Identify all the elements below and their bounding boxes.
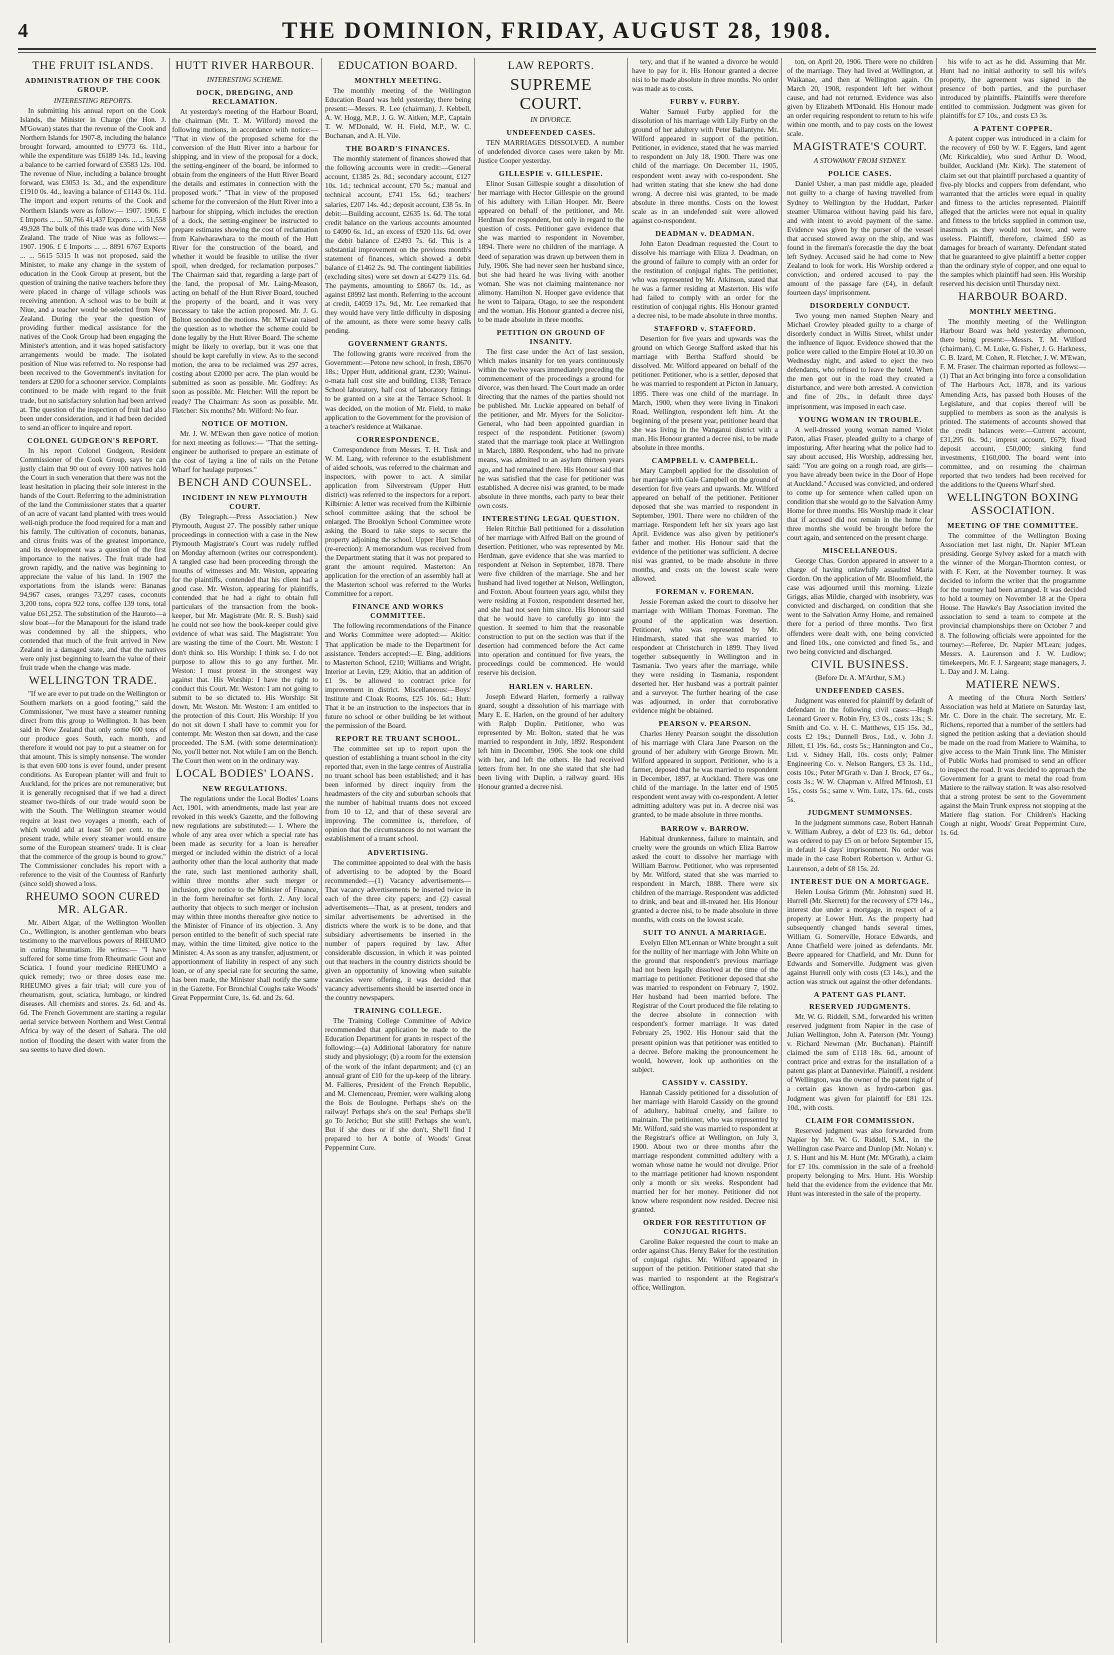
article-subhead: INCIDENT IN NEW PLYMOUTH COURT. [182,492,308,511]
article-headline: HARBOUR BOARD. [958,291,1068,304]
article-headline: WELLINGTON TRADE. [28,674,158,687]
article-kicker: ADVERTISING. [367,847,429,857]
article-headline: LAW REPORTS. [507,60,595,72]
article-body: Helen Ritchie Ball petitioned for a dissolution of her marriage with Alfred Ball on the ground of desertion. Petitioner, who was represented by Mr. Herdman, gave evidence that she was married to respondent at Nelson in September, 1878. There were five children of the marriage. She and her husband had lived together at Nelson, Wellington, and Foxton. About fourteen years ago, whilst they were residing at Foxton, respondent deserted her, and she had not seen him since. His Honour said that he would have to carefully go into the question. It seemed to him that the reasonable construction to put on the section was that if the desertion had commenced before the Act came into operation and continued for five years, the proceedings could be commenced. He would reserve his decision. [478,524,624,678]
article-body: Habitual drunkenness, failure to maintain, and cruelty were the grounds on which Eliza Barrow asked the court to dissolve her marriage with William Barrow. Petitioner, who was represented by Mr. Wilford, stated that she was married to respondent in March, 1888. There were six children of the marriage. Respondent was addicted to drink, and beat and ill-treated her. His Honour granted a decree nisi, to be made absolute in three months, with costs on the lowest scale. [632,834,778,924]
article-kicker: ORDER FOR RESTITUTION OF CONJUGAL RIGHTS. [643,1218,767,1237]
article-kicker: GILLESPIE v. GILLESPIE. [498,169,604,179]
article-body: The committee of the Wellington Boxing Association met last night, Dr. Napier M'Lean presiding. George Sylvey asked for a match with the winner of the Morgan-Thornton contest, or with F. Kerr, at the November tourney. It was decided to inform the writer that the programme for the tourney had been arranged. It was decided to hold a tourney on November 18 at the Opera House. The Hawke's Bay Association invited the association to send a team to compete at the provincial championships there on October 7 and 8. The following officials were appointed for the tourney:—Referee, Dr. Napier M'Lean; judges, Messrs. A. Laurenson and J. W. Ludlow; timekeepers, Mr. F. J. Sargeant; stage managers, J. L. Day and J. M. Laing. [940,532,1086,676]
article-kicker: CORRESPONDENCE. [356,434,440,444]
column-6 [787,58,933,1646]
article-kicker: INTERESTING SCHEME. [206,76,284,84]
article-kicker: REPORT RE TRUANT SCHOOL. [335,734,461,743]
masthead [18,18,1096,44]
article-body: The first case under the Act of last session, which makes insanity for ten years continuously within the twelve years immediately preceding the commencement of the proceedings a ground for divorce, was then heard. The Court made an order directing that the names of the parties should not be published. Mr. Luckie appeared on behalf of the petitioner, and Mr. Myers for the Solicitor-General, who had been appointed guardian in respect of the respondent. Petitioner (sworn) stated that the marriage took place at Wellington in March, 1880. Respondent, who had no private means, was admitted to an asylum thirteen years ago, and had remained there. His Honour said that he was satisfied that the case for petitioner was established. A decree nisi was granted, to be made absolute in three months, each party to bear their own costs. [478,347,624,510]
article-body: Helen Louisa Grimm (Mr. Johnston) sued H. Hurrell (Mr. Skerrett) for the recovery of £79 14s., interest due under a mortgage, in respect of a property at Lower Hutt. As the property had subsequently changed hands several times, William G. Somerville, Horace Edwards, and Anne Chatfield were joined as defendants. Mr. Beere appeared for Chatfield, and Mr. Dunn for Edwards and Somerville. Judgment was given against Hurrell only with costs (£3 14s.), and the action was struck out against the other defendants. [787,887,933,987]
masthead-rule [18,48,1096,50]
article-kicker: MONTHLY MEETING. [969,307,1057,317]
article-kicker: UNDEFENDED CASES. [815,685,905,695]
article-kicker: COLONEL GUDGEON'S REPORT. [27,435,159,445]
article-body: The monthly meeting of the Wellington Education Board was held yesterday, there being present:—Messrs. R. Lee (chairman), J. Kebbell, A. W. Hogg, M.P., J. G. W. Aitken, M.P., Captain T. W. M'Donald, W. H. Field, M.P., W. C. Buchanan, and A. H. Vile. [325,87,471,141]
article-headline: RHEUMO SOON CURED MR. ALGAR. [25,890,161,916]
article-body: his wife to act as he did. Assuming that Mr. Hunt had no initial authority to sell his wife's property, the agreement was signed in the presence of both parties, and the purchaser introduced by plaintiffs. Plaintiffs were therefore entitled to commission. Judgment was given for plaintiffs for £7 10s., and costs £3 3s. [940,58,1086,121]
article-kicker: DISORDERLY CONDUCT. [809,301,911,311]
article-kicker: MONTHLY MEETING. [354,76,442,85]
article-body: Two young men named Stephen Neary and Michael Crowley pleaded guilty to a charge of disorderly conduct in Willis Street, whilst under the influence of liquor. Evidence showed that the police were called to the Empire Hotel at 10.30 on Wednesday night, and asked to eject the two defendants, who refused to leave the hotel. When the men got out in the road they created a disturbance, and were both arrested. A conviction and fine of 20s., in default three days' imprisonment, was imposed in each case. [787,312,933,411]
column-5 [632,58,778,1646]
article-kicker: STAFFORD v. STAFFORD. [654,324,756,334]
article-body: Caroline Baker requested the court to make an order against Chas. Henry Baker for the restitution of conjugal rights. Mr. Wilford appeared in support of the petition. Petitioner stated that she was married to respondent at the Registrar's office, Wellington. [632,1238,778,1292]
column-7 [940,58,1086,1646]
article-kicker: INTERESTING REPORTS. [53,97,133,105]
article-body: At yesterday's meeting of the Harbour Board, the chairman (Mr. T. M. Wilford) moved the following motions, in accordance with notice:— "That in view of the proposed scheme for the conversion of the Hutt River into a harbour for shipping, and in view of the proposal for a dock, the setting-engineer of the board, be informed to obtain from the engineers of the Hutt River Board the details and estimates in connection with the proposed work." "That in view of the proposed scheme for the conversion of the Hutt River into a harbour for shipping, which includes the erection of a dock, the setting-engineer be instructed to prepare estimates showing the cost of reclamation from Kaiwharawhara to the mouth of the Hutt River for the construction of the board, and whether it would be feasible to utilise the river spoil, when dredged, for reclamation purposes." The Chairman said that, regarding a large part of the land, the proposal of Mr. Laing-Meason, acting on behalf of the Hutt River Board, touched the property of the board, and it was very necessary to take the action proposed. Mr. J. G. Bolton seconded the motions. Mr. M'Ewan raised the question as to whether the scheme could be done legally by the Hutt River Board. The scheme might be likely to overlap, but it was one that should be kept carefully in view. As to the second motion, the area to be reclaimed was 297 acres, costing about £2000 per acre. The plan would be submitted as soon as possible. Mr. Godfrey: As soon as possible. Mr. Fletcher: Will the report be ready? The Chairman: As soon as possible. Mr. Fletcher: Six months? Mr. Wilford: No fear. [172,108,318,415]
article-headline: MAGISTRATE'S COURT. [793,141,927,154]
column-divider [781,58,782,1643]
article-kicker: YOUNG WOMAN IN TROUBLE. [798,414,922,424]
article-headline-large: SUPREME COURT. [510,75,592,113]
article-kicker: GOVERNMENT GRANTS. [348,339,448,349]
article-body: John Eaton Deadman requested the Court to dissolve his marriage with Eliza J. Deadman, on the ground of failure to comply with an order for the restitution of conjugal rights. The petitioner, who was represented by Mr. Atkinson, stated that he was a farmer residing at Masterton. His wife had failed to comply with an order for the restitution of conjugal rights. His Honour granted a decree nisi, to be made absolute in three months. [632,239,778,321]
article-kicker: HARLEN v. HARLEN. [508,681,594,691]
column-1 [20,58,166,1646]
article-kicker: FINANCE AND WORKS COMMITTEE. [352,602,444,621]
article-headline: THE FRUIT ISLANDS. [32,60,154,72]
article-subhead: DOCK, DREDGING, AND RECLAMATION. [196,88,294,106]
article-kicker: NOTICE OF MOTION. [201,418,289,428]
article-subhead: A PATENT GAS PLANT. [813,990,907,1000]
article-body: Mr. W. G. Riddell, S.M., forwarded his written reserved judgment from Napier in the case of Julian Wellington, John A. Paterson (Mr. Young) v. Richard Newman (Mr. Buchanan). Plaintiff claimed the sum of £118 18s. 6d., amount of contract price and extras for the installation of a patent gas plant at Dannevirke. Plaintiff, a resident of Wellington, was the owner of the patent right of a certain gas known as hydro-carbon gas. Judgment was given for plaintiff for £81 12s. 10d., with costs. [787,1013,933,1112]
column-divider [474,58,475,1643]
page-number: 4 [18,20,28,42]
article-body: A well-dressed young woman named Violet Paton, alias Fraser, pleaded guilty to a charge of imposturing. After hearing what the police had to say about accused, His Worship, addressing her, said: "You are going on a rough road, are girls—you have already been twice in the Door of Hope at Auckland." Accused was convicted, and ordered to come up for sentence when called upon on condition that she would go to the Salvation Army Home for three months. His Worship made it clear that if accused did not remain in the home for three months she would be brought before the court again, and sentenced on the present charge. [787,425,933,543]
article-body: tery, and that if he wanted a divorce he would have to pay for it. His Honour granted a decree nisi to be made absolute in three months. No order was made as to costs. [632,58,778,94]
article-kicker: JUDGMENT SUMMONSES. [807,808,913,818]
article-body: Desertion for five years and upwards was the ground on which George Stafford asked that his marriage with Bertha Stafford should be dissolved. Mr. Wilford appeared on behalf of the petitioner. Petitioner, who is a settler, deposed that he was married to respondent at Picton in January, 1895. There was one child of the marriage. In March, 1900, when they were living in Tinakori Road, Wellington, respondent left him. At the beginning of the present year, petitioner heard that she was living in the Wanganui district with a man. His Honour granted a decree nisi, to be made absolute in three months. [632,335,778,452]
article-body: (By Telegraph.—Press Association.) New Plymouth, August 27. The possibly rather unique proceedings in connection with a case in the New Plymouth Magistrate's Court was rudely ruffled on Monday afternoon (writes our correspondent). A tangled case had been proceeding through the mouths of witnesses and Mr. Weston, appearing for the plaintiffs, contended that his client had a good case. Mr. Weston, appearing for plaintiffs, contended that he had a right to obtain full particulars of the transaction from the book-keeper, but Mr. Magistrate (Mr. R. S. Bush) said he could not see how the book-keeper could give evidence of what was said. The Magistrate: You are wasting the time of the Court. Mr. Weston: I don't think so. His Worship: I think so. I do not purpose to allow this to go any further. Mr. Weston: I must protest in the strongest way against that. His Worship: I have the right to conduct this Court. Mr. Weston: I am not going to submit to be so dictated to. His Worship: Sit down, Mr. Weston. Mr. Weston: I am entitled to the protection of this Court. His Worship: If you do not sit down I shall have to commit you for contempt. Mr. Weston then sat down, and the case proceeded. The S.M. (with some determination): No, you'll better not. Not while I am on the Bench. The Court then went on in the ordinary way. [172,512,318,766]
article-body: Joseph Edward Harlen, formerly a railway guard, sought a dissolution of his marriage with Mary E. E. Harlen, on the ground of her adultery with Ralph Duplin. Petitioner, who was represented by Mr. Bolton, stated that he was married to respondent in July, 1892. Respondent left him in December, 1906. She took one child with her, and left the others. He had received letters from her. In one she stated that she had been living with Duplin, a railway guard. His Honour granted a decree nisi. [478,692,624,791]
article-body: A patent copper was introduced in a claim for the recovery of £60 by W. F. Eggers, land agent (Mr. Kirkcaldie), who sued Arthur D. Wood, builder, Auckland (Mr. Kirk). The statement of claim set out that plaintiff purchased a quantity of five-ply blocks and coppers from defendant, who warranted that the articles were equal in quality and fitness to the articles represented. Plaintiff alleged that the articles were not equal in quality and fitness to the bricks supplied in common use, inasmuch as they would not lower, and were useless. Plaintiff, therefore, claimed £60 as damages for breach of warranty. Defendant stated that he guaranteed to give plaintiff a better copper than the ordinary style of copper, and one equal to the samples which plaintiff had seen. His Worship reserved his decision until Thursday next. [940,135,1086,289]
article-kicker: SUIT TO ANNUL A MARRIAGE. [643,927,767,937]
article-body: TEN MARRIAGES DISSOLVED. A number of undefended divorce cases were taken by Mr. Justice Cooper yesterday. [478,139,624,166]
article-subhead: NEW REGULATIONS. [202,784,288,794]
article-kicker: INTERESTING LEGAL QUESTION. [482,513,620,523]
article-body: George Chas. Gordon appeared in answer to a charge of having unlawfully assaulted Maria Gordon. On the application of Mr. Bloomfield, the case was adjourned until this morning. Lizzie Griggs, alias Mildie, charged with insobriety, was convicted and discharged, on condition that she went to the Salvation Army Home, and remained there for a period of three months. Two first offenders were dealt with, one being convicted and fined 10s., one convicted and fined 5s., and two being convicted and discharged. [787,557,933,656]
article-kicker: RESERVED JUDGMENTS. [809,1002,911,1012]
column-divider [936,58,937,1643]
article-kicker: IN DIVORCE. [530,116,572,124]
article-subhead: ADMINISTRATION OF THE COOK GROUP. [25,76,161,94]
article-headline: EDUCATION BOARD. [338,60,458,72]
article-body: "If we are ever to put trade on the Wellington or Southern markets on a good footing," said the Commissioner, "we must have a steamer running direct from this group to Wellington. It has been said in New Zealand that only some 600 tons of our produce goes South, each month, and therefore it would not pay to put a steamer on for that amount. This is simply nonsense. The wonder is that even 600 tons is ever found, under present conditions. As European planter will and fruit to Auckland, for the prices are not remunerative; but it is generally recognised that if we had a direct steamer two-thirds of our trade would soon be with the South. The Wellington steamer would require at least two voyages a month, each of which would add at least 50 per cent. to the present trade, while every steamer would ensure some of the European steamers' trade. It is clear that the commerce of the group is bound to grow." The Commissioner concludes his report with a reference to the visit of the Countess of Ranfurly (since sold) showed a loss. [20,689,166,888]
column-divider [627,58,628,1643]
article-kicker: MISCELLANEOUS. [822,546,898,556]
article-body: Correspondence from Messrs. T. H. Tusk and W. M. Lang, with reference to the establishment of aided schools, was referred to the chairman and inspectors, with power to act. A similar application from Silverstream (Upper Hutt district) was referred to the inspectors for a report. Kilbirnie: A letter was received from the Kilbirnie school committee asking that the school be enlarged. The Brooklyn School Committee wrote asking the Board to take steps to secure the property adjoining the school. Upper Hutt School (re-erection): A memorandum was received from the Department stating that it was not prepared to grant the amount required. Masterton: An application for the erection of an assembly hall at the Masterton school was referred to the Works Committee for a report. [325,445,471,599]
article-body: The following recommendations of the Finance and Works Committee were adopted:— Akitio: That application be made to the Department for assistance. Tenders accepted:—E. Bing, additions to Masterton School, £210; Williams and Wright, Interior at Levin, £29; Akitio, that an addition of £1 9s. be allowed to contract price for improvement in district. Miscellaneous:—Boys' Institute and Cloak Rooms, £25 10s. 6d.; Hutt: That it be an instruction to the inspectors that in future no school or other building be let without the permission of the Board. [325,622,471,730]
article-body: Charles Henry Pearson sought the dissolution of his marriage with Clara Jane Pearson on the ground of her adultery with George Brown. Mr. Wilford appeared in support. Petitioner, who is a farmer, deposed that he was married to respondent in December, 1897, at Auckland. There was one child of the marriage. In the latter end of 1905 respondent went away with co-respondent. A letter admitting adultery was put in. A decree nisi was granted, to be made absolute in three months. [632,730,778,820]
article-body: Evelyn Ellen M'Lennan or White brought a suit for the nullity of her marriage with John White on the ground that respondent's previous marriage had not been legally dissolved at the time of the marriage to petitioner. Petitioner deposed that she was married to respondent on February 7, 1902. Her husband had been married before. The Registrar of the Court produced the file relating to the decree absolute in connection with respondent's former marriage. It was dated February 25, 1902. His Honour said that the present opinion was that petitioner was entitled to a decree. Before making the pronouncement he would, however, look up authorities on the subject. [632,938,778,1074]
article-kicker: A PATENT COPPER. [973,124,1053,134]
article-body: The monthly statement of finances showed that the following accounts were in credit:—General account, £1385 2s. 8d.; secondary account, £127 10s. 1d.; technical account, £70 5s.; manual and technical account, £741 15s. 6d.; teachers' salaries, £207 14s. 4d.; deposit account, £38 5s. In debit:—Building account, £2635 1s. 6d. The total credit balance on the various accounts amounted to £4090 6s. 1d., an excess of £920 11s. 6d. over the debit balance of £2493 7s. 6d. This is a substantial improvement on the previous month's statement of finances, which showed a debit balance of £1462 2s. 9d. The contingent liabilities (excluding sites) were set down at £4279 11s. 6d. The payments, amounting to £8667 0s. 1d., as against £8992 last month. Referring to the account at credit, £4059 17s. 9d., Mr. Lee remarked that they would have very little difficulty in disposing of the amount, as there were some heavy calls pending. [325,155,471,336]
article-body: The Training College Committee of Advice recommended that application be made to the Education Department for grants in respect of the following:—(a) Additional laboratory for nature study and physiology; (b) a room for the extension of the work of the infant department; and (c) an annual grant of £10 for the up-keep of the library. M. Fallieres, President of the French Republic, and M. Clemenceau, Premier, were walking along the Bois de Boulogne. Perhaps she's on the railway! Perhaps she's on the sea! Perhaps she'll go To Jericho; But she still! Perhaps she won't, But if she does or if she don't, She'll find I prepared to her A bottle of Woods' Great Peppermint Cure. [325,1017,471,1152]
article-body: The regulations under the Local Bodies' Loans Act, 1901, with amendments, made last year are revoked in this week's Gazette, and the following new regulations are substituted:— 1. Where the whole of any area over which a special rate has been made as security for a loan is hereafter merged or included within the district of a local authority other than the local authority that made the rate, such last mentioned authority shall, within three months after such merger or inclusion, give notice to the Minister of Finance, in the form hereinafter set forth. 2. Any local authority that objects to such merger or inclusion may within three months thereafter give notice to the Minister of Finance of its objection. 3. Any person entitled to the benefit of such special rate may, within the time limited, give notice to the Minister. 4. As soon as any transfer, adjustment, or apportionment of liability in respect of any such loan, or of any special rate for securing the same, has been made, the Minister shall notify the same in the Gazette. For Bronchial Coughs take Woods' Great Peppermint Cure, 1s. 6d. and 2s. 6d. [172,795,318,1003]
article-kicker: PETITION ON GROUND OF INSANITY. [496,327,606,346]
article-headline: LOCAL BODIES' LOANS. [175,768,315,781]
article-body: Elinor Susan Gillespie sought a dissolution of her marriage with Hector Gillespie on the ground of his adultery with Lilian Hooper. Mr. Beere appeared on behalf of the petitioner, and Mr. Herdman for respondent, but only in regard to the question of costs. Petitioner gave evidence that she was married to respondent in November, 1894. There were no children of the marriage. A deed of separation was drawn up between them in July, 1906. She had never seen her husband since, but she had heard he was living with another woman. She was not claiming maintenance nor alimony. Hamilton N. Hooper gave evidence that he went to Taipara, Otago, to see the respondent and the woman. His Honour granted a decree nisi, to be made absolute in three months. [478,180,624,324]
article-body: Walter Samuel Furby applied for the dissolution of his marriage with Lily Furby on the ground of her adultery with Peter Ballantyne. Mr. Wilford appeared in support of the petition. Petitioner, in evidence, stated that he was married to respondent on July 18, 1900. There was one child of the marriage. On December 11, 1905, respondent went away with co-respondent. She had written stating that she knew she had done wrong. A decree nisi was granted, to be made absolute in three months. Costs on the lowest scale as in an undefended suit were allowed against co-respondent. [632,108,778,225]
article-headline: CIVIL BUSINESS. [811,658,909,671]
article-body: ton, on April 20, 1906. There were no children of the marriage. They had lived at Wellington, at Waikanae, and then at Wellington again. On March 20, 1908, respondent left her without cause, and had not returned. Evidence was also given by Elizabeth M'Donald. His Honour made an order requiring respondent to return to his wife within one month, and to pay costs on the lowest scale. [787,58,933,139]
article-body: A meeting of the Ohura North Settlers' Association was held at Matiere on Saturday last, Mr. C. Dore in the chair. The secretary, Mr. E. Richens, reported that a number of the settlers had signed the petition asking that a deviation should be made on the road from Matiere to Waimiha, to give access to the Main Trunk line. The Minister of Public Works had promised to send an officer to inspect the road. It was decided to approach the Government for a grant to metal the road from Matiere to the railway station. It was also resolved that a strong protest be sent to the Government against the Main Trunk express not stopping at the Matiere flag station. For Children's Hacking Cough at night, Woods' Great Peppermint Cure, 1s. 6d. [940,693,1086,838]
article-body: Daniel Usher, a man past middle age, pleaded not guilty to a charge of having travelled from Sydney to Wellington by the Huddart, Parker steamer Ulimaroa without having paid his fare, and with intent to avoid payment of the same. Evidence was given by the purser of the vessel that accused stowed away on the ship, and was found in the fireman's forecastle the day the boat left Sydney. Accused said he had come to New Zealand to look for work. His Worship ordered a conviction, and ordered accused to pay the amount of the passage fare (£4), in default fourteen days' imprisonment. [787,180,933,297]
masthead-title: THE DOMINION, FRIDAY, AUGUST 28, 1908. [282,18,832,43]
article-kicker: MEETING OF THE COMMITTEE. [947,521,1079,531]
article-headline: BENCH AND COUNSEL. [178,476,312,489]
article-headline: MATIERE NEWS. [965,678,1061,691]
column-4 [478,58,624,1646]
article-kicker: PEARSON v. PEARSON. [658,719,752,729]
article-body: Mary Campbell applied for the dissolution of her marriage with Gale Campbell on the ground of desertion for five years and upwards. Mr. Wilford appeared on behalf of the petitioner. Petitioner deposed that she was married to respondent in September, 1901. There were no children of the marriage. Respondent left her six years ago last April. Evidence was also given by petitioner's father and mother. His Honour said that the evidence of the petitioner was sufficient. A decree nisi was granted, to be made absolute in three months, and costs on the lowest scale were allowed. [632,466,778,584]
masthead-rule-thin [18,52,1096,53]
article-kicker: TRAINING COLLEGE. [353,1006,443,1016]
article-subhead: UNDEFENDED CASES. [506,128,596,137]
article-subhead: POLICE CASES. [828,169,892,179]
article-body: Reserved judgment was also forwarded from Napier by Mr. W. G. Riddell, S.M., in the Wellington case Pearce and Dunlop (Mr. Nolan) v. J. S. Hunt and his M. Hunt (Mr. M'Grath), a claim for £7 10s. commission in the sale of a freehold property belonging to Mrs. Hunt. His Worship held that the evidence from the evidence that Mr. Hunt was interested in the sale of the property. [787,1126,933,1198]
article-kicker: THE BOARD'S FINANCES. [345,144,451,154]
article-body: Jessie Foreman asked the court to dissolve her marriage with William Thomas Foreman. The ground of the application was desertion. Petitioner, who was represented by Mr. Hindmarsh, stated that she was married to respondent at Christchurch in 1899. They lived together subsequently in Wellington and in Tasmania. Two years after the marriage, while they were residing in Tasmania, respondent deserted her. Her husband was a portrait painter and a surveyor. The further hearing of the case was adjourned, in order that corroborative evidence might be obtained. [632,598,778,715]
column-2 [172,58,318,1646]
column-3 [325,58,471,1646]
article-headline: HUTT RIVER HARBOUR. [175,60,315,72]
article-body: Mr. J. W. M'Ewan then gave notice of motion for next meeting as follows:— "That the setting-engineer be authorised to prepare an estimate of the cost of laying a line of rails on the Petone Wharf for haulage purposes." [172,429,318,474]
article-kicker: A STOWAWAY FROM SYDNEY. [813,157,907,166]
article-byline: (Before Dr. A. M'Arthur, S.M.) [815,673,905,682]
article-headline: WELLINGTON BOXING ASSOCIATION. [947,492,1079,518]
article-kicker: CASSIDY v. CASSIDY. [661,1077,748,1087]
column-divider [169,58,170,1643]
article-body: The following grants were received from the Government:—Petone new school, in fresh, £8670 18s.; Upper Hutt, additional grant, £230; Wainui-o-mata hall cost site and building, £138; Terrace School laboratory, half cost of laboratory fittings to be granted on a site at the Terrace School. It was decided, on the motion of Mr. Field, to make application to the Government for the provision of a teacher's residence at Waikanae. [325,350,471,431]
article-body: The committee set up to report upon the question of establishing a truant school in the city reported that, even in the large centres of Australia no truant school has been established; and it has been informed by direct inquiry from the headmasters of the city and suburban schools that the number of habitual truants does not exceed from 10 to 12, and that of these several are improving. The committee is, therefore, of opinion that the circumstances do not warrant the establishment of a truant school. [325,745,471,844]
article-body: In the judgment summons case, Robert Hannah v. William Aubrey, a debt of £23 0s. 6d., debtor was ordered to pay £5 on or before September 15, in default 14 days' imprisonment. No order was made in the case Robert Robertson v. Arthur G. Laurenson, a debt of £8 15s. 2d. [787,819,933,873]
article-body: Judgment was entered for plaintiff by default of defendant in the following civil cases:—Hugh Leonard Greer v. Robin Fry, £3 0s., costs 13s.; S. Smith and Co. v. H. C. Matthews, £15 15s. 3d., costs £2 19s.; Dunnell Bros., Ltd., v. John J. Jillett, £1 19s. 6d., costs 5s.; Hannington and Co., Ltd. v. Sidney Hall, 10s. costs only; Palmer Engineering Co. v. Nelson Rangers, £3 3s. 11d., costs 10s.; Peter M'Grath v. Dan J. Brock, £7 6s., costs 3s.; W. W. Chapman v. Alfred M'Intosh, £1 15s., costs 5s.; same v. Wm. Lutz, 17s. 6d., costs 5s. [787,696,933,805]
article-body: In his report Colonel Gudgeon, Resident Commissioner of the Cook Group, says he can justly claim that 90 out of every 100 natives hold the Court in such veneration that there was not the least hesitation in placing their sole interest in the hands of the Court. Referring to the administration of the land the Commissioner states that a quarter of an acre of vacant land planted with trees would well-nigh produce the food required for a man and his family. The cultivation of coconuts, bananas, and citrus fruits was of the greatest importance, and its development was a question of the first importance to the natives. The fruit trade had grown rapidly, and the native was beginning to appreciate the value of his land. In 1907 the exportations from the islands were: Bananas 94,967 cases, oranges 73,297 cases, coconuts 3,200 tons, copra 922 tons, coffee 139 tons, total value £61,252. The substitution of the Hauroto—a slow boat—for the Manapouri for the island trade was condemned by all the shippers, who contended that much of the fruit arrived in New Zealand in a damaged state, and that the natives were only just beginning to learn the value of their fruit trade when the change was made. [20,446,166,672]
article-kicker: DEADMAN v. DEADMAN. [655,228,755,238]
article-kicker: FOREMAN v. FOREMAN. [655,587,755,597]
article-kicker: BARROW v. BARROW. [660,823,750,833]
article-body: In submitting his annual report on the Cook Islands, the Minister in Charge (the Hon. J. M'Gowan) states that the revenue of the Cook and Northern Islands for 1907-8, including the balance brought forward, amounted to £9773 6s. 11d., while the expenditure was £6189 14s. 1d., leaving a balance to be carried forward of £3583 12s. 10d. The revenue of Niue, including a balance brought forward, was £3053 1s. 3d., and the expenditure £1910 0s. 4d., leaving a balance of £1143 0s. 11d. The import and export returns of the Cook and Northern Islands were as follow:— 1907. 1906. £ £ Imports ... ... 50,766 41,437 Exports ... ... 51,558 49,928 The bulk of this trade was done with New Zealand. The trade of Niue was as follows:— 1907. 1906. £ £ Imports ... ... 8891 6767 Exports ... ... 5615 5315 It was not proposed, said the Minister, to make any change in the system of education in the Cook Group at present, but the question of training the native teachers before they were placed in charge of village schools was receiving attention. A school was to be built at Niue, and a teacher would be selected from New Zealand. During the year the question of providing further medical assistance for the natives of the Cook Group had been engaging the Minister's attention, and it was hoped satisfactory arrangements would be made. The isolated position of Niue was referred to. No response had been received to the Government's invitation for tenders at £200 for a schooner service. Complaints continued to be made with regard to the fruit trade, but no satisfactory solution had been arrived at. The question of the inspection of fruit had also been under consideration, and it had been decided to send an officer to inquire and report. [20,107,166,432]
article-kicker: INTEREST DUE ON A MORTGAGE. [790,876,930,886]
article-kicker: FURBY v. FURBY. [670,97,740,107]
article-body: Hannah Cassidy petitioned for a dissolution of her marriage with Harold Cassidy on the ground of adultery, habitual cruelty, and failure to maintain. The petitioner, who was represented by Mr. Wilford, said she was married to respondent at the Registrar's office at Wellington, on July 3, 1900. About two or three months after the marriage respondent committed adultery with a woman whose name he would not divulge. Prior to the marriage petitioner had known respondent only a month or six weeks. Respondent had married her for her money. Petitioner did not know where respondent now resided. Decree nisi granted. [632,1088,778,1215]
column-divider [321,58,322,1643]
article-body: Mr. Albert Algar, of the Wellington Woollen Co., Wellington, is another gentleman who bears testimony to the marvellous powers of RHEUMO in curing Rheumatism. He writes:— "I have suffered for some time from Rheumatic Gout and Sciatica. I found your medicine RHEUMO a quick remedy; two or three doses ease me. RHEUMO gives a fair trial; will cure you of rheumatism, gout, sciatica, lumbago, or kindred diseases. All chemists and stores. 2s. 6d. and 4s. 6d. The French Government are starting a regular aerial service between Northern and West Central Africa by way of the desert of Sahara. The old notion of flooding the desert with water from the sea seems to have died down. [20,918,166,1054]
article-body: The monthly meeting of the Wellington Harbour Board was held yesterday afternoon, there being present:—Messrs. T. M. Wilford (chairman), C. M. Luke, G. Fisher, J. G. Harkness, C. B. Izard, M. Cohen, R. Fletcher, J. W. M'Ewan, F. M. Fraser. The chairman reported as follows:—(1) That an Act bringing into force a consolidation of The Harbours Act, 1878, and its various Amending Acts, has passed both Houses of the Legislature, and that copies thereof will be supplied to members as soon as the analysis is printed. The statements of accounts showed that the credit balances were:—Current account, £31,295 0s. 9d.; imprest account, £679; fixed deposit account, £50,000; sinking fund investments, £160,000. The board went into committee, and on resuming the chairman reported that two tenders had been received for the additions to the Queens Wharf shed. [940,318,1086,489]
article-kicker: CLAIM FOR COMMISSION. [805,1115,915,1125]
article-kicker: CAMPBELL v. CAMPBELL. [651,455,759,465]
article-body: The committee appointed to deal with the basis of advertising to be adopted by the Board recommended:—(1) Vacancy advertisements—That vacancy advertisements be inserted twice in each of the three city papers; and (2) casual advertisements—That, as at present, tenders and similar advertisements be advertised in the districts where the work is to be done, and that subsidiary advertisements be inserted in the number of papers required by law. After considerable discussion, in which it was pointed out that teachers in the country districts should be given an opportunity of knowing when suitable vacancies were offering, it was decided that vacancy advertisements should be inserted once in the country newspapers. [325,858,471,1003]
